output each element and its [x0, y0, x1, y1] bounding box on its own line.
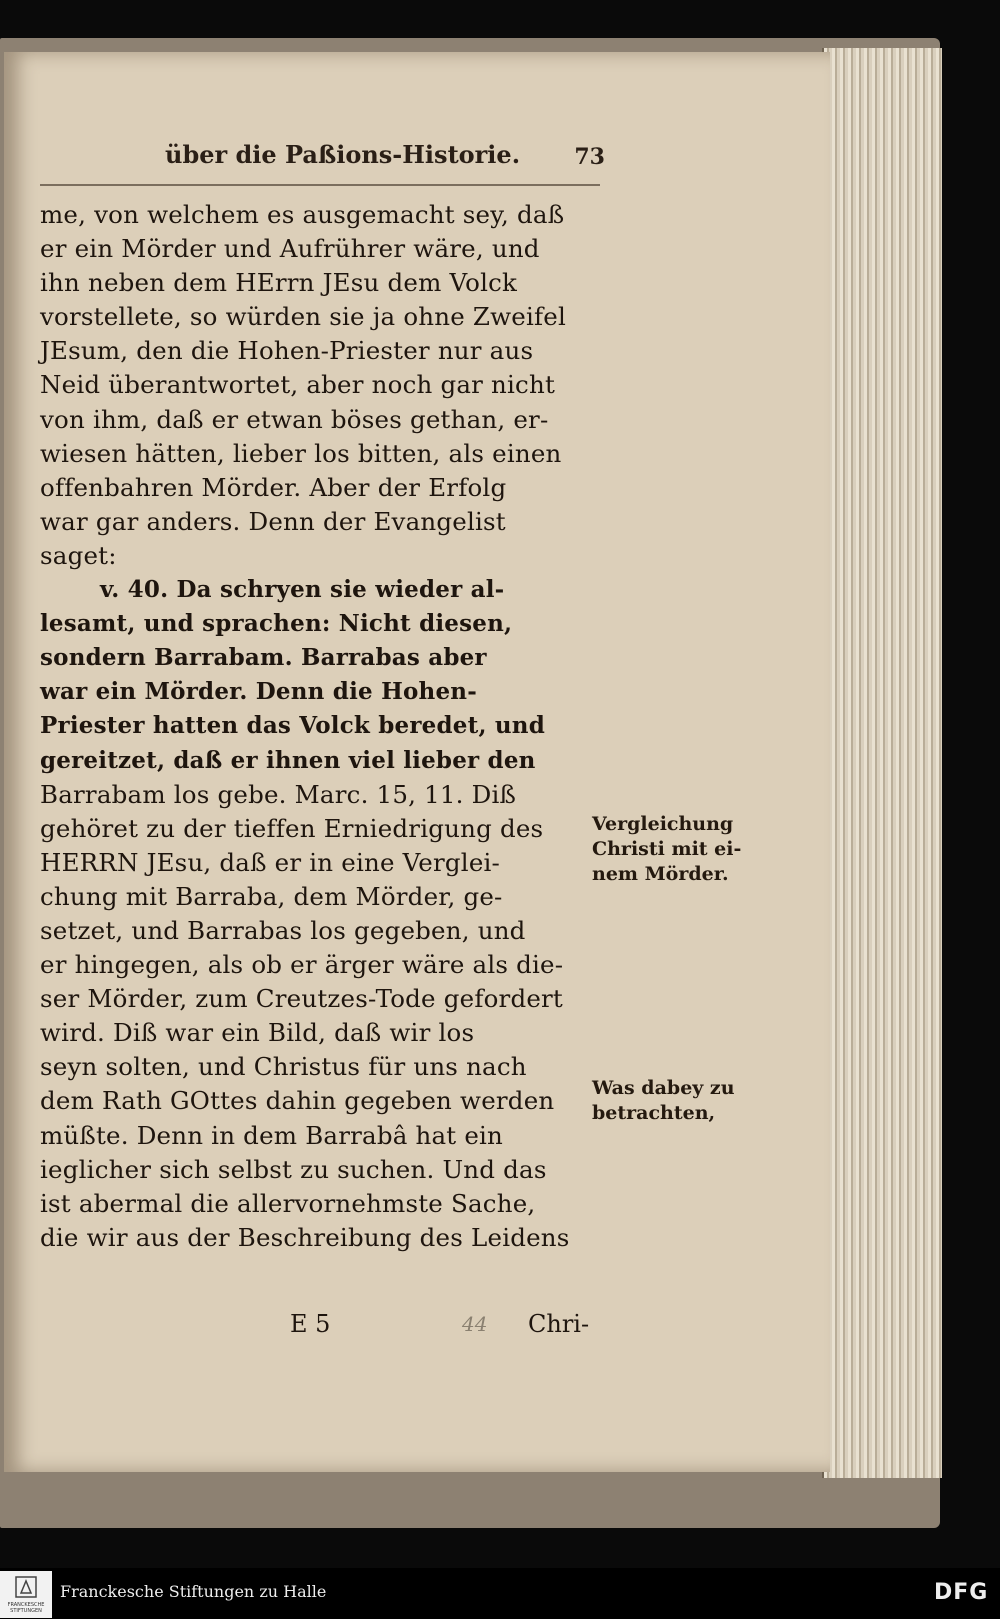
body-text: [40, 198, 600, 1255]
text-line: ihn neben dem HErrn JEsu dem Volck: [40, 268, 518, 298]
text-line: me, von welchem es ausgemacht sey, daß: [40, 200, 565, 229]
text-line: Neid überantwortet, aber noch gar nicht: [40, 370, 556, 400]
text-line: saget:: [40, 540, 117, 570]
margin-note-line: betrachten,: [592, 1102, 716, 1124]
text-line: war gar anders. Denn der Evangelist: [40, 506, 506, 536]
page-edges: [822, 48, 942, 1478]
margin-note-comparison: [592, 812, 741, 887]
text-line: er hingegen, als ob er ärger wäre als die-: [40, 950, 564, 980]
footer-institution-label[interactable]: Franckesche Stiftungen zu Halle: [60, 1582, 327, 1601]
text-line: wird. Diß war ein Bild, daß wir los: [40, 1018, 475, 1048]
text-line: ser Mörder, zum Creutzes-Tode gefordert: [40, 984, 563, 1014]
text-line: die wir aus der Beschreibung des Leidens: [40, 1222, 570, 1252]
text-line: lesamt, und sprachen: Nicht diesen,: [40, 610, 513, 638]
text-line: v. 40. Da schryen sie wieder al-: [100, 576, 505, 604]
margin-note-line: nem Mörder.: [592, 863, 729, 885]
text-line: ist abermal die allervornehmste Sache,: [40, 1188, 536, 1218]
text-line: wiesen hätten, lieber los bitten, als einen: [40, 438, 562, 468]
running-head: [165, 140, 605, 176]
institution-logo[interactable]: [0, 1571, 52, 1618]
text-line: setzet, und Barrabas los gegeben, und: [40, 915, 526, 945]
text-line: gehöret zu der tieffen Erniedrigung des: [40, 813, 544, 843]
text-line: müßte. Denn in dem Barrabâ hat ein: [40, 1120, 504, 1150]
logo-text: FRANCKESCHE STIFTUNGEN: [7, 1602, 45, 1614]
text-line: sondern Barrabam. Barrabas aber: [40, 644, 487, 672]
text-line: offenbahren Mörder. Aber der Erfolg: [40, 472, 507, 502]
text-line: ieglicher sich selbst zu suchen. Und das: [40, 1154, 547, 1184]
header-rule: [40, 184, 600, 186]
margin-note-line: Vergleichung: [592, 813, 734, 835]
text-line: Barrabam los gebe. Marc. 15, 11. Diß: [40, 779, 517, 809]
text-line: vorstellete, so würden sie ja ohne Zweifel: [40, 302, 567, 332]
signature-mark: E 5: [290, 1310, 331, 1338]
catchword: Chri-: [528, 1310, 590, 1338]
text-line: er ein Mörder und Aufrührer wäre, und: [40, 234, 540, 264]
text-line: chung mit Barraba, dem Mörder, ge-: [40, 881, 503, 911]
margin-note-line: Was dabey zu: [592, 1077, 735, 1099]
dfg-logo[interactable]: DFG: [934, 1580, 989, 1605]
text-line: seyn solten, und Christus für uns nach: [40, 1052, 527, 1082]
pencil-mark: 44: [462, 1312, 488, 1336]
text-line: gereitzet, daß er ihnen viel lieber den: [40, 746, 536, 774]
text-line: dem Rath GOttes dahin gegeben werden: [40, 1086, 555, 1116]
text-line: von ihm, daß er etwan böses gethan, er-: [40, 404, 549, 434]
text-line: Priester hatten das Volck beredet, und: [40, 712, 545, 740]
institution-logo-icon: [15, 1576, 37, 1598]
margin-note-consider: [592, 1076, 735, 1126]
margin-note-line: Christi mit ei-: [592, 838, 742, 860]
text-line: HERRN JEsu, daß er in eine Verglei-: [40, 847, 501, 877]
running-head-title: über die Paßions-Historie.: [165, 140, 521, 169]
page-number: 73: [574, 144, 605, 170]
text-line: JEsum, den die Hohen-Priester nur aus: [40, 336, 534, 366]
text-line: war ein Mörder. Denn die Hohen-: [40, 678, 477, 706]
